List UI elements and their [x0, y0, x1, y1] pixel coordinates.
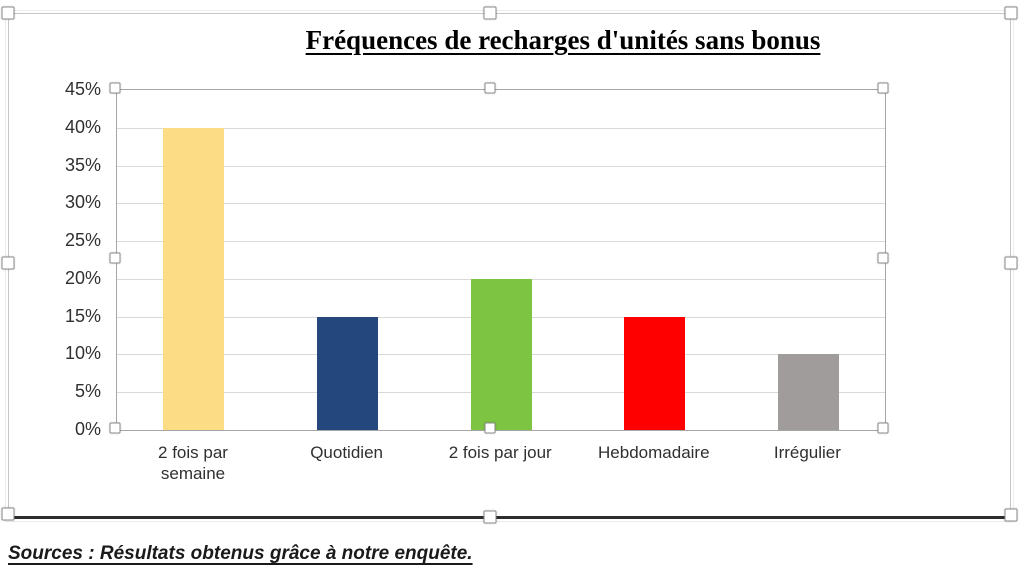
chart-title[interactable]: Fréquences de recharges d'unités sans bonus: [305, 25, 821, 55]
selection-handle[interactable]: [485, 83, 496, 94]
gridline: [117, 203, 885, 204]
selection-handle[interactable]: [110, 253, 121, 264]
selection-handle[interactable]: [484, 511, 497, 524]
bar-2-fois-par-jour[interactable]: [471, 279, 532, 430]
source-caption: Sources : Résultats obtenus grâce à notre enquête.: [8, 543, 473, 564]
y-axis-tick-label: 40%: [64, 116, 101, 137]
selection-handle[interactable]: [2, 508, 15, 521]
chart-object[interactable]: [8, 13, 1011, 519]
bar-quotidien[interactable]: [317, 317, 378, 430]
x-axis-category-label: 2 fois par semaine: [158, 443, 228, 483]
y-axis-tick-label: 10%: [64, 343, 101, 364]
selection-handle[interactable]: [2, 257, 15, 270]
y-axis-tick-label: 25%: [64, 230, 101, 251]
bar-hebdomadaire[interactable]: [624, 317, 685, 430]
selection-handle[interactable]: [485, 423, 496, 434]
selection-handle[interactable]: [878, 253, 889, 264]
y-axis-tick-label: 20%: [64, 267, 101, 288]
x-axis-category-label: Quotidien: [310, 443, 383, 462]
gridline: [117, 241, 885, 242]
y-axis-tick-label: 15%: [64, 305, 101, 326]
y-axis-tick-label: 35%: [64, 154, 101, 175]
selection-handle[interactable]: [484, 7, 497, 20]
y-axis-tick-label: 30%: [64, 192, 101, 213]
selection-handle[interactable]: [878, 83, 889, 94]
y-axis-tick-label: 0%: [74, 419, 101, 439]
x-axis-category-label: Hebdomadaire: [598, 443, 710, 462]
y-axis-tick-label: 45%: [64, 79, 101, 99]
selection-handle[interactable]: [1005, 509, 1018, 522]
selection-handle[interactable]: [878, 423, 889, 434]
x-axis-category-label: Irrégulier: [773, 443, 841, 462]
bar-irr-gulier[interactable]: [778, 354, 839, 430]
selection-handle[interactable]: [110, 423, 121, 434]
selection-handle[interactable]: [110, 83, 121, 94]
x-axis-category-label: 2 fois par jour: [448, 443, 552, 462]
selection-handle[interactable]: [1005, 257, 1018, 270]
bar-2-fois-par-semaine[interactable]: [163, 128, 224, 430]
plot-area[interactable]: [116, 89, 886, 431]
selection-handle[interactable]: [2, 7, 15, 20]
selection-handle[interactable]: [1005, 7, 1018, 20]
gridline: [117, 166, 885, 167]
y-axis-tick-label: 5%: [74, 381, 101, 402]
gridline: [117, 128, 885, 129]
